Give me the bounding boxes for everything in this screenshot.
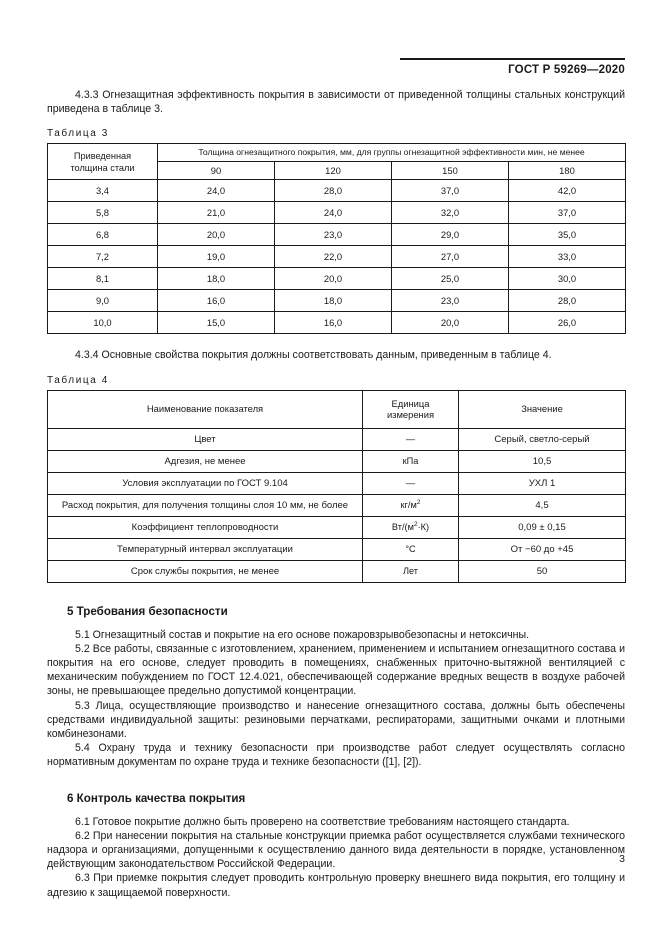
table4-unit bbox=[363, 450, 459, 472]
clause-6-3: 6.3 При приемке покрытия следует проводить контрольную проверку внешнего вида покрытия, его толщину и адгезию к защищаемой поверхности. bbox=[47, 872, 625, 899]
table3-group-header: 90 bbox=[158, 162, 275, 180]
table3-value: 23,0 bbox=[392, 290, 509, 312]
section-5-body bbox=[47, 628, 625, 770]
table3-value: 24,0 bbox=[158, 180, 275, 202]
unit-exponent: 2 bbox=[416, 499, 421, 507]
unit-base: Лет bbox=[402, 566, 419, 577]
table4-unit bbox=[363, 428, 459, 450]
table3-value: 42,0 bbox=[509, 180, 626, 202]
table-row bbox=[48, 472, 626, 494]
table3-value: 37,0 bbox=[509, 202, 626, 224]
table3-head bbox=[48, 144, 626, 180]
table-row bbox=[48, 202, 626, 224]
table-3 bbox=[47, 143, 626, 334]
clause-4-3-4: 4.3.4 Основные свойства покрытия должны соответствовать данным, приведенным в таблице 4. bbox=[75, 349, 552, 362]
table3-value: 19,0 bbox=[158, 246, 275, 268]
table4-indicator: Срок службы покрытия, не менее bbox=[48, 560, 363, 582]
table-row bbox=[48, 560, 626, 582]
table-row bbox=[48, 516, 626, 538]
page-content bbox=[47, 88, 625, 900]
table3-value: 20,0 bbox=[392, 312, 509, 334]
clause-5-3: 5.3 Лица, осуществляющие производство и нанесение огнезащитного состава, должны быть обеспечены средствами индивидуальной защиты: резиновыми перчатками, респираторами, защитными очками и плотными комбинезонами. bbox=[47, 699, 625, 741]
table-row bbox=[48, 268, 626, 290]
table-row bbox=[48, 450, 626, 472]
table3-thickness: 10,0 bbox=[48, 312, 158, 334]
table3-group-header: 150 bbox=[392, 162, 509, 180]
table4-value: 50 bbox=[459, 560, 626, 582]
table4-value: От −60 до +45 bbox=[459, 538, 626, 560]
table4-head bbox=[48, 390, 626, 428]
clause-5-1: 5.1 Огнезащитный состав и покрытие на его основе пожаровзрывобезопасны и нетоксичны. bbox=[75, 628, 530, 641]
table3-value: 25,0 bbox=[392, 268, 509, 290]
unit-base: — bbox=[405, 478, 416, 489]
table-row bbox=[48, 538, 626, 560]
table-row bbox=[48, 246, 626, 268]
table3-value: 35,0 bbox=[509, 224, 626, 246]
table4-unit bbox=[363, 516, 459, 538]
table3-value: 15,0 bbox=[158, 312, 275, 334]
table3-span-header: Толщина огнезащитного покрытия, мм, для группы огнезащитной эффективности мин, не менее bbox=[158, 144, 626, 162]
table3-value: 16,0 bbox=[275, 312, 392, 334]
table4-unit bbox=[363, 494, 459, 516]
table3-value: 29,0 bbox=[392, 224, 509, 246]
table3-value: 28,0 bbox=[275, 180, 392, 202]
table4-unit bbox=[363, 538, 459, 560]
table3-value: 32,0 bbox=[392, 202, 509, 224]
standard-designation: ГОСТ Р 59269—2020 bbox=[508, 64, 625, 76]
table3-thickness: 3,4 bbox=[48, 180, 158, 202]
table3-thickness: 6,8 bbox=[48, 224, 158, 246]
table-4 bbox=[47, 390, 626, 583]
clause-4-3-3: 4.3.3 Огнезащитная эффективность покрытия в зависимости от приведенной толщины стальных конструкций приведена в таблице 3. bbox=[47, 89, 625, 116]
table3-value: 23,0 bbox=[275, 224, 392, 246]
unit-tail: ·К) bbox=[417, 522, 430, 533]
table-row bbox=[48, 180, 626, 202]
table3-value: 16,0 bbox=[158, 290, 275, 312]
table4-indicator: Условия эксплуатации по ГОСТ 9.104 bbox=[48, 472, 363, 494]
table4-indicator: Коэффициент теплопроводности bbox=[48, 516, 363, 538]
section-6-body bbox=[47, 815, 625, 900]
table3-value: 33,0 bbox=[509, 246, 626, 268]
table4-value: 4,5 bbox=[459, 494, 626, 516]
unit-base: °С bbox=[405, 544, 416, 555]
table3-value: 26,0 bbox=[509, 312, 626, 334]
table3-value: 20,0 bbox=[158, 224, 275, 246]
table3-value: 20,0 bbox=[275, 268, 392, 290]
table3-group-header: 180 bbox=[509, 162, 626, 180]
table4-indicator: Адгезия, не менее bbox=[48, 450, 363, 472]
table4-caption: Таблица 4 bbox=[47, 374, 109, 386]
unit-base: — bbox=[405, 434, 416, 445]
table3-value: 24,0 bbox=[275, 202, 392, 224]
table3-value: 18,0 bbox=[158, 268, 275, 290]
table4-unit bbox=[363, 472, 459, 494]
table4-header-row bbox=[48, 390, 626, 428]
table3-thickness: 7,2 bbox=[48, 246, 158, 268]
table3-value: 18,0 bbox=[275, 290, 392, 312]
clause-6-2: 6.2 При нанесении покрытия на стальные конструкции приемка работ осуществляется службами технического надзора и организациями, допущенными к осуществлению данного вида деятельности в порядке, установленном действующим законодательством Российской Федерации. bbox=[47, 829, 625, 871]
table4-indicator: Температурный интервал эксплуатации bbox=[48, 538, 363, 560]
table4-value: Серый, светло-серый bbox=[459, 428, 626, 450]
table4-value: 0,09 ± 0,15 bbox=[459, 516, 626, 538]
table4-header-name: Наименование показателя bbox=[48, 390, 363, 428]
table3-thickness: 5,8 bbox=[48, 202, 158, 224]
table3-value: 27,0 bbox=[392, 246, 509, 268]
table4-value: УХЛ 1 bbox=[459, 472, 626, 494]
unit-base: Вт/(м bbox=[391, 522, 414, 533]
table3-thickness: 8,1 bbox=[48, 268, 158, 290]
running-header bbox=[400, 58, 625, 76]
table3-header-row-1 bbox=[48, 144, 626, 162]
table3-value: 28,0 bbox=[509, 290, 626, 312]
table3-thickness: 9,0 bbox=[48, 290, 158, 312]
table3-caption: Таблица 3 bbox=[47, 128, 109, 140]
unit-exponent: 2 bbox=[413, 521, 418, 529]
table-row bbox=[48, 224, 626, 246]
table3-group-header: 120 bbox=[275, 162, 392, 180]
clause-5-2: 5.2 Все работы, связанные с изготовлением, хранением, применением и испытанием огнезащитного состава и покрытия на его основе, следует проводить в помещениях, снабженных приточно-вытяжной вентиляцией с механическим побуждением по ГОСТ 12.4.021, обеспечивающей содержание вредных веществ в воздухе рабочей зоны, не превышающее предельно допустимой концентрации. bbox=[47, 642, 625, 698]
table3-value: 22,0 bbox=[275, 246, 392, 268]
table-row bbox=[48, 312, 626, 334]
clause-5-4: 5.4 Охрану труда и технику безопасности при производстве работ следует осуществлять согласно нормативным документам по охране труда и технике безопасности ([1], [2]). bbox=[47, 742, 625, 769]
table4-header-unit: Единица измерения bbox=[363, 390, 459, 428]
header-rule bbox=[400, 58, 625, 60]
table-row bbox=[48, 290, 626, 312]
section-6-heading: 6 Контроль качества покрытия bbox=[67, 791, 246, 805]
table3-value: 30,0 bbox=[509, 268, 626, 290]
table4-value: 10,5 bbox=[459, 450, 626, 472]
table-row bbox=[48, 428, 626, 450]
section-5-heading: 5 Требования безопасности bbox=[67, 604, 228, 618]
clause-6-1: 6.1 Готовое покрытие должно быть проверено на соответствие требованиям настоящего стандарта. bbox=[75, 815, 570, 828]
unit-base: кПа bbox=[402, 456, 419, 467]
table4-indicator: Расход покрытия, для получения толщины слоя 10 мм, не более bbox=[48, 494, 363, 516]
table3-value: 21,0 bbox=[158, 202, 275, 224]
table-row bbox=[48, 494, 626, 516]
unit-base: кг/м bbox=[400, 500, 417, 511]
table4-header-value: Значение bbox=[459, 390, 626, 428]
table3-stub-header: Приведенная толщина стали bbox=[48, 144, 158, 180]
page-number: 3 bbox=[619, 853, 625, 865]
table3-value: 37,0 bbox=[392, 180, 509, 202]
table4-indicator: Цвет bbox=[48, 428, 363, 450]
table4-unit bbox=[363, 560, 459, 582]
table3-body bbox=[48, 180, 626, 334]
table4-body bbox=[48, 428, 626, 582]
